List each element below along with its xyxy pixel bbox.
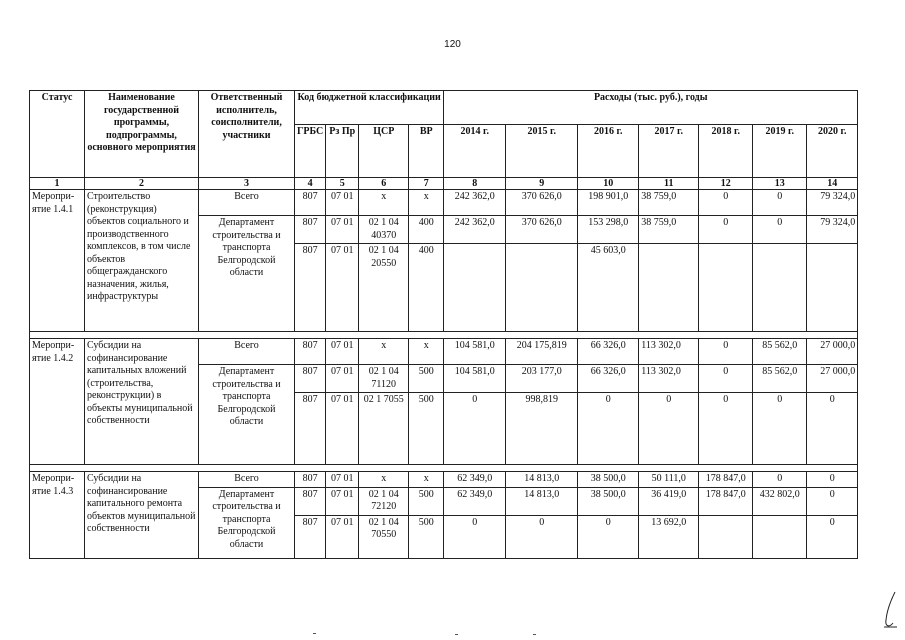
value-cell xyxy=(753,515,807,558)
value-cell: 66 326,0 xyxy=(578,339,639,365)
grbs-cell: 807 xyxy=(295,472,326,488)
vr-cell: х xyxy=(409,472,444,488)
value-cell: 998,819 xyxy=(506,393,578,465)
column-number: 11 xyxy=(639,178,699,190)
rzpr-cell: 07 01 xyxy=(326,487,359,515)
header-code-group: Код бюджетной классификации xyxy=(295,91,444,125)
rzpr-cell: 07 01 xyxy=(326,515,359,558)
csr-cell: 02 1 04 71120 xyxy=(359,365,409,393)
value-cell: 113 302,0 xyxy=(639,365,699,393)
measure-status: Меропри-ятие 1.4.2 xyxy=(30,339,85,465)
column-number: 4 xyxy=(295,178,326,190)
page-number: 120 xyxy=(444,39,461,50)
value-cell xyxy=(699,515,753,558)
vr-cell: 500 xyxy=(409,487,444,515)
vr-cell: 500 xyxy=(409,393,444,465)
value-cell: 0 xyxy=(444,515,506,558)
value-cell: 432 802,0 xyxy=(753,487,807,515)
table-row xyxy=(30,472,858,488)
value-cell xyxy=(444,244,506,332)
column-number: 2 xyxy=(85,178,199,190)
grbs-cell: 807 xyxy=(295,393,326,465)
value-cell: 38 759,0 xyxy=(639,190,699,216)
value-cell xyxy=(753,244,807,332)
value-cell: 0 xyxy=(699,216,753,244)
rzpr-cell: 07 01 xyxy=(326,216,359,244)
column-number: 14 xyxy=(807,178,858,190)
budget-table xyxy=(29,90,858,559)
grbs-cell: 807 xyxy=(295,365,326,393)
value-cell: 50 111,0 xyxy=(639,472,699,488)
value-cell: 85 562,0 xyxy=(753,365,807,393)
value-cell: 36 419,0 xyxy=(639,487,699,515)
column-number: 3 xyxy=(199,178,295,190)
value-cell: 0 xyxy=(807,515,858,558)
table-separator xyxy=(30,465,858,472)
vr-cell: 400 xyxy=(409,216,444,244)
header-status: Статус xyxy=(30,91,85,178)
value-cell: 79 324,0 xyxy=(807,190,858,216)
column-number: 9 xyxy=(506,178,578,190)
value-cell: 0 xyxy=(444,393,506,465)
header-name: Наименование государственной программы, подпрограммы, основного мероприятия xyxy=(85,91,199,178)
header-year: 2019 г. xyxy=(753,125,807,178)
csr-cell: 02 1 04 70550 xyxy=(359,515,409,558)
value-cell: 0 xyxy=(699,365,753,393)
value-cell xyxy=(807,244,858,332)
rzpr-cell: 07 01 xyxy=(326,393,359,465)
header-rzpr: Рз Пр xyxy=(326,125,359,178)
vr-cell: 400 xyxy=(409,244,444,332)
value-cell: 204 175,819 xyxy=(506,339,578,365)
value-cell: 178 847,0 xyxy=(699,487,753,515)
csr-cell: 02 1 7055 xyxy=(359,393,409,465)
vr-cell: х xyxy=(409,190,444,216)
header-grbs: ГРБС xyxy=(295,125,326,178)
measure-status: Меропри-ятие 1.4.3 xyxy=(30,472,85,559)
vr-cell: 500 xyxy=(409,365,444,393)
value-cell: 66 326,0 xyxy=(578,365,639,393)
scan-speck xyxy=(313,633,316,634)
column-number-row xyxy=(30,178,858,190)
csr-cell: 02 1 04 40370 xyxy=(359,216,409,244)
executor-cell: Всего xyxy=(199,339,295,365)
measure-status: Меропри-ятие 1.4.1 xyxy=(30,190,85,332)
scan-speck xyxy=(455,634,458,635)
column-number: 7 xyxy=(409,178,444,190)
value-cell: 0 xyxy=(807,487,858,515)
value-cell: 0 xyxy=(578,393,639,465)
grbs-cell: 807 xyxy=(295,216,326,244)
value-cell: 0 xyxy=(807,472,858,488)
value-cell: 0 xyxy=(699,190,753,216)
executor-cell: Всего xyxy=(199,190,295,216)
rzpr-cell: 07 01 xyxy=(326,190,359,216)
column-number: 8 xyxy=(444,178,506,190)
value-cell: 0 xyxy=(753,190,807,216)
value-cell: 38 759,0 xyxy=(639,216,699,244)
csr-cell: 02 1 04 72120 xyxy=(359,487,409,515)
grbs-cell: 807 xyxy=(295,515,326,558)
header-vr: ВР xyxy=(409,125,444,178)
rzpr-cell: 07 01 xyxy=(326,365,359,393)
header-year: 2015 г. xyxy=(506,125,578,178)
value-cell xyxy=(506,244,578,332)
value-cell: 0 xyxy=(699,393,753,465)
value-cell: 370 626,0 xyxy=(506,216,578,244)
value-cell: 0 xyxy=(506,515,578,558)
value-cell: 0 xyxy=(753,393,807,465)
scan-speck xyxy=(533,634,536,635)
rzpr-cell: 07 01 xyxy=(326,244,359,332)
executor-cell: Всего xyxy=(199,472,295,488)
value-cell: 104 581,0 xyxy=(444,339,506,365)
value-cell: 85 562,0 xyxy=(753,339,807,365)
value-cell: 178 847,0 xyxy=(699,472,753,488)
value-cell: 153 298,0 xyxy=(578,216,639,244)
value-cell: 0 xyxy=(753,216,807,244)
value-cell: 14 813,0 xyxy=(506,487,578,515)
value-cell: 242 362,0 xyxy=(444,190,506,216)
column-number: 1 xyxy=(30,178,85,190)
csr-cell: х xyxy=(359,339,409,365)
table-row xyxy=(30,190,858,216)
measure-name: Субсидии на софинансирование капитальных вложений (строительства, реконструкции) в объекты муниципальной собственности xyxy=(85,339,199,465)
rzpr-cell: 07 01 xyxy=(326,472,359,488)
header-year: 2017 г. xyxy=(639,125,699,178)
vr-cell: 500 xyxy=(409,515,444,558)
grbs-cell: 807 xyxy=(295,487,326,515)
csr-cell: х xyxy=(359,472,409,488)
column-number: 12 xyxy=(699,178,753,190)
header-year: 2016 г. xyxy=(578,125,639,178)
csr-cell: х xyxy=(359,190,409,216)
value-cell: 0 xyxy=(578,515,639,558)
executor-cell: Департамент строительства и транспорта Белгородской области xyxy=(199,216,295,332)
value-cell: 0 xyxy=(699,339,753,365)
vr-cell: х xyxy=(409,339,444,365)
value-cell: 370 626,0 xyxy=(506,190,578,216)
header-year: 2020 г. xyxy=(807,125,858,178)
value-cell: 113 302,0 xyxy=(639,339,699,365)
value-cell: 104 581,0 xyxy=(444,365,506,393)
signature-mark xyxy=(881,590,899,630)
table-separator xyxy=(30,332,858,339)
value-cell: 242 362,0 xyxy=(444,216,506,244)
value-cell: 45 603,0 xyxy=(578,244,639,332)
value-cell xyxy=(639,244,699,332)
header-csr: ЦСР xyxy=(359,125,409,178)
column-number: 6 xyxy=(359,178,409,190)
value-cell: 198 901,0 xyxy=(578,190,639,216)
value-cell: 62 349,0 xyxy=(444,472,506,488)
value-cell: 38 500,0 xyxy=(578,472,639,488)
header-year: 2014 г. xyxy=(444,125,506,178)
grbs-cell: 807 xyxy=(295,244,326,332)
value-cell: 14 813,0 xyxy=(506,472,578,488)
column-number: 5 xyxy=(326,178,359,190)
measure-name: Субсидии на софинансирование капитального ремонта объектов муниципальной собственности xyxy=(85,472,199,559)
header-expenses-group: Расходы (тыс. руб.), годы xyxy=(444,91,858,125)
value-cell: 62 349,0 xyxy=(444,487,506,515)
header-year: 2018 г. xyxy=(699,125,753,178)
executor-cell: Департамент строительства и транспорта Белгородской области xyxy=(199,487,295,558)
value-cell: 0 xyxy=(639,393,699,465)
rzpr-cell: 07 01 xyxy=(326,339,359,365)
table-row xyxy=(30,339,858,365)
grbs-cell: 807 xyxy=(295,190,326,216)
grbs-cell: 807 xyxy=(295,339,326,365)
value-cell: 27 000,0 xyxy=(807,339,858,365)
value-cell: 38 500,0 xyxy=(578,487,639,515)
csr-cell: 02 1 04 20550 xyxy=(359,244,409,332)
value-cell: 203 177,0 xyxy=(506,365,578,393)
value-cell: 79 324,0 xyxy=(807,216,858,244)
column-number: 10 xyxy=(578,178,639,190)
executor-cell: Департамент строительства и транспорта Белгородской области xyxy=(199,365,295,465)
column-number: 13 xyxy=(753,178,807,190)
header-executor: Ответственный исполнитель, соисполнители, участники xyxy=(199,91,295,178)
value-cell: 0 xyxy=(807,393,858,465)
value-cell: 0 xyxy=(753,472,807,488)
value-cell: 13 692,0 xyxy=(639,515,699,558)
value-cell xyxy=(699,244,753,332)
value-cell: 27 000,0 xyxy=(807,365,858,393)
measure-name: Строительство (реконструкция) объектов социального и производственного комплексов, в том числе объектов общегражданского назначения, жилья, инфраструктуры xyxy=(85,190,199,332)
